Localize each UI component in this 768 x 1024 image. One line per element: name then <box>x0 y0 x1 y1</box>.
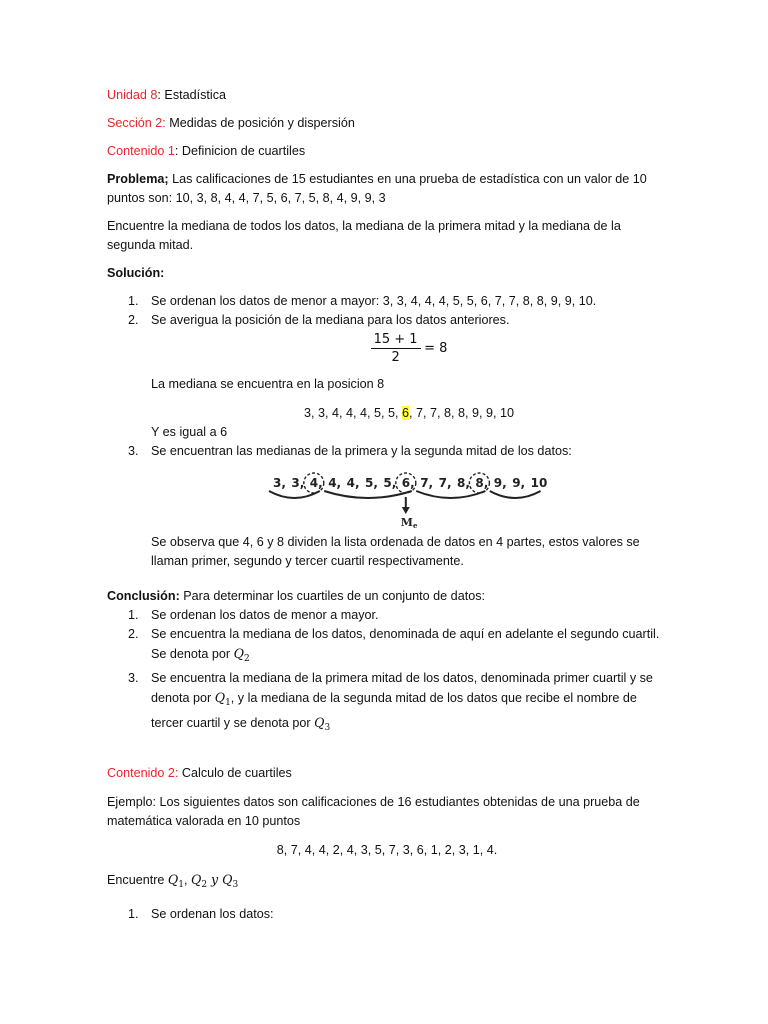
step-text: Se averigua la posición de la mediana para los datos anteriores. <box>151 313 510 327</box>
example-line2: matemática valorada en 10 puntos <box>107 814 301 828</box>
group-arc <box>490 491 541 498</box>
figure-number: 6, <box>401 476 415 490</box>
example-line1: Ejemplo: Los siguientes datos son calificaciones de 16 estudiantes obtenidas de una prueba de <box>107 795 640 809</box>
figure-number: 7, <box>438 476 452 490</box>
step-number: 2. <box>128 627 139 641</box>
q1-symbol: $Q_1$ <box>214 690 231 708</box>
figure-number: 4, <box>328 476 342 490</box>
content2-title: Calculo de cuartiles <box>178 766 292 780</box>
problem-line2: puntos son: 10, 3, 8, 4, 4, 7, 5, 6, 7, 5, 8, 4, 9, 9, 3 <box>107 191 386 205</box>
figure-number: 9, <box>512 476 526 490</box>
q2-symbol: $Q_2$ <box>233 646 250 664</box>
section-label: Sección 2: <box>107 116 166 130</box>
step-text: Se encuentran las medianas de la primera y la segunda mitad de los datos: <box>151 444 572 458</box>
section-title: Medidas de posición y dispersión <box>165 116 355 130</box>
figure-number: 10 <box>530 476 548 490</box>
conclusion-step-3 <box>107 669 667 738</box>
solution-steps <box>107 292 667 330</box>
figure-number: 4, <box>346 476 360 490</box>
q1-symbol: $Q_1$ <box>167 872 184 890</box>
observation-line1: Se observa que 4, 6 y 8 dividen la lista ordenada de datos en 4 partes, estos valores se <box>151 535 640 549</box>
step-text: tercer cuartil y se denota por <box>151 716 315 730</box>
fraction <box>371 331 421 366</box>
highlighted-median: 6 <box>401 406 409 420</box>
step-text: Se encuentra la mediana de los datos, denominada de aquí en adelante el segundo cuartil. <box>151 627 660 641</box>
example-data: 8, 7, 4, 4, 2, 4, 3, 5, 7, 3, 6, 1, 2, 3, 1, 4. <box>276 843 498 857</box>
section-heading <box>107 114 667 133</box>
content1-heading <box>107 142 667 161</box>
step-number: 3. <box>128 444 139 458</box>
figure-number: 9, <box>493 476 507 490</box>
conclusion-label: Conclusión: <box>107 589 180 603</box>
example-paragraph <box>107 793 667 831</box>
q2-symbol: $Q_2$ <box>190 872 208 890</box>
sequence-after: , 7, 7, 8, 8, 9, 9, 10 <box>409 406 515 420</box>
step-text: Se ordenan los datos de menor a mayor. <box>151 608 379 622</box>
step-text: Se ordenan los datos de menor a mayor: 3, 3, 4, 4, 4, 5, 5, 6, 7, 7, 8, 8, 9, 9, 10. <box>151 294 597 308</box>
step-text: denota por <box>151 691 215 705</box>
step-number: 2. <box>128 313 139 327</box>
problem-label: Problema; <box>107 172 169 186</box>
solution-step-1 <box>107 292 667 311</box>
quartile-diagram <box>267 471 552 529</box>
solution-step-3-list <box>107 442 667 461</box>
solution-step-2 <box>107 311 667 330</box>
figure-number: 3, <box>273 476 286 490</box>
median-position-text: La mediana se encuentra en la posicion 8 <box>151 377 385 391</box>
step-text: , y la mediana de la segunda mitad de los datos que recibe el nombre de <box>230 691 637 705</box>
median-formula <box>107 331 667 366</box>
task-line1: Encuentre la mediana de todos los datos, la mediana de la primera mitad y la mediana de la <box>107 219 621 233</box>
content2-label: Contenido 2: <box>107 766 179 780</box>
example-steps <box>107 905 667 924</box>
figure-number: 4, <box>309 476 323 490</box>
sequence-before: 3, 3, 4, 4, 4, 5, 5, <box>303 406 402 420</box>
median-label: Me <box>400 516 418 529</box>
q3-symbol: $Q_3$ <box>222 872 239 890</box>
group-arc <box>324 491 412 498</box>
figure-number: 8, <box>475 476 489 490</box>
content1-label: Contenido 1 <box>107 144 175 158</box>
find-quartiles-text: Encuentre $Q_1$, $Q_2$ y $Q_3$ <box>107 872 239 890</box>
conclusion-step-1 <box>107 606 667 625</box>
conclusion-intro: Para determinar los cuartiles de un conjunto de datos: <box>179 589 485 603</box>
figure-number: 5, <box>365 476 378 490</box>
solution-step-3 <box>107 442 667 461</box>
unit-label: Unidad 8 <box>107 88 158 102</box>
figure-number: 5, <box>383 476 397 490</box>
problem-line1: Las calificaciones de 15 estudiantes en una prueba de estadística con un valor de 10 <box>168 172 647 186</box>
observation-paragraph <box>107 533 667 571</box>
solution-label: Solución: <box>107 266 165 280</box>
problem-paragraph <box>107 170 667 208</box>
task-paragraph <box>107 217 667 255</box>
step-text: Se denota por <box>151 647 234 661</box>
formula-result: = 8 <box>424 341 448 356</box>
observation-line2: llaman primer, segundo y tercer cuartil respectivamente. <box>151 554 464 568</box>
conclusion-paragraph <box>107 587 667 606</box>
content2-heading <box>107 764 667 783</box>
figure-number: 3, <box>291 476 305 490</box>
conclusion-step-2 <box>107 625 667 669</box>
quartile-figure <box>267 471 552 529</box>
group-arc <box>269 491 320 498</box>
figure-number: 8, <box>457 476 470 490</box>
fraction-denominator: 2 <box>391 350 400 365</box>
conclusion-steps <box>107 606 667 738</box>
step-text: Se ordenan los datos: <box>151 907 274 921</box>
unit-title: : Estadística <box>157 88 227 102</box>
step-number: 1. <box>128 907 139 921</box>
step-number: 1. <box>128 608 139 622</box>
figure-number: 7, <box>420 476 434 490</box>
median-arrow-head <box>402 507 410 514</box>
step-number: 1. <box>128 294 139 308</box>
ordered-sequence <box>107 404 667 423</box>
y-conjunction: y <box>207 872 223 887</box>
step-text: Se encuentra la mediana de la primera mitad de los datos, denominada primer cuartil y se <box>151 671 653 685</box>
median-equals-text: Y es igual a 6 <box>151 425 228 439</box>
content1-title: : Definicion de cuartiles <box>174 144 306 158</box>
find-label: Encuentre <box>107 873 168 887</box>
q3-symbol: $Q_3$ <box>314 715 331 733</box>
task-line2: segunda mitad. <box>107 238 194 252</box>
step-number: 3. <box>128 671 139 685</box>
unit-heading <box>107 86 667 105</box>
example-step-1 <box>107 905 667 924</box>
fraction-numerator: 15 + 1 <box>371 331 421 349</box>
document-page <box>107 86 667 924</box>
